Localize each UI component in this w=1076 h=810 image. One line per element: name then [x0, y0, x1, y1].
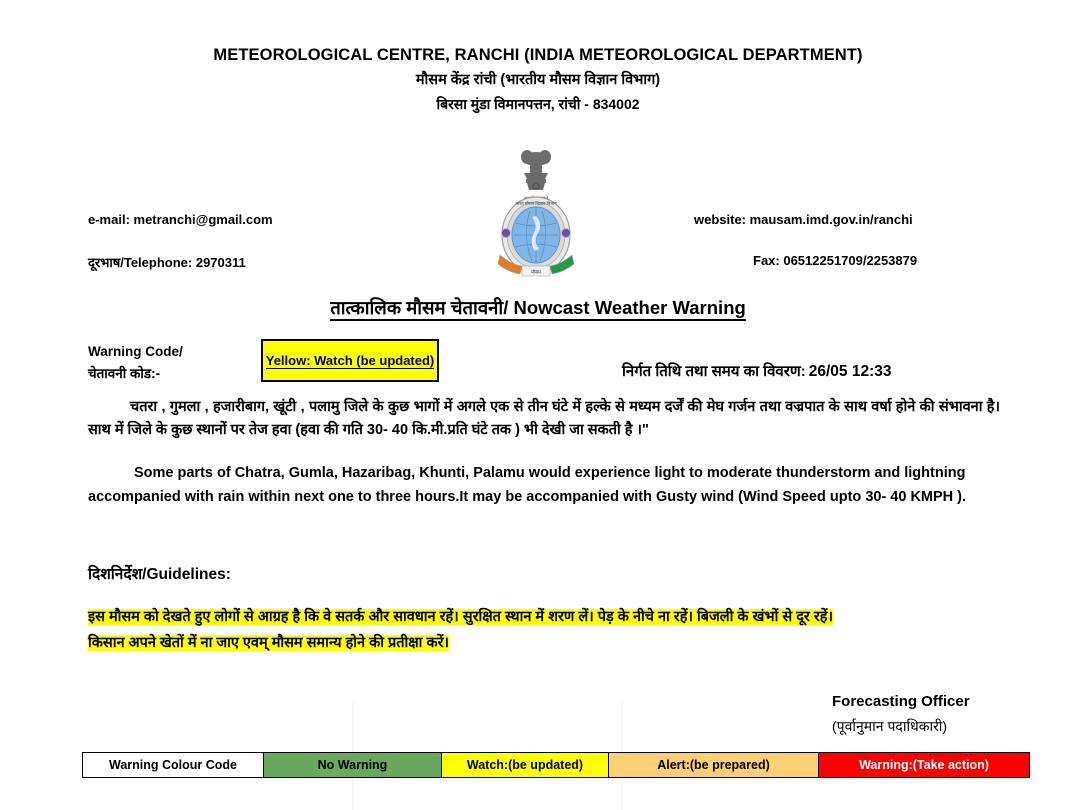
warning-text-english: Some parts of Chatra, Gumla, Hazaribag, Khunti, Palamu would experience light to moderate thunderstorm and lightning accompanied with rain within next one to three hours.It may be accompanied with Gusty wind (Wind Speed upto 30- 40 KMPH ). [88, 465, 967, 505]
guidelines-line-2: किसान अपने खेतों में ना जाए एवम् मौसम समान्य होने की प्रतीक्षा करें। [88, 635, 450, 651]
issue-datetime-value: 26/05 12:33 [808, 363, 892, 380]
warning-code-label [88, 341, 183, 385]
guidelines-line-1: इस मौसम को देखते हुए लोगों से आग्रह है कि वे सतर्क और सावधान रहें। सुरक्षित स्थान में शरण लें। पेड़ के नीचे ना रहें। बिजली के खंभों से दूर रहें। [88, 609, 833, 625]
warning-code-value: Yellow: Watch (be updated) [265, 352, 435, 368]
warning-colour-code-legend [82, 752, 1030, 778]
issue-datetime-label: निर्गत तिथि तथा समय का विवरण: [622, 363, 806, 380]
guidelines-text [88, 604, 1026, 656]
legend-cell-label: Warning:(Take action) [859, 758, 989, 772]
legend-cell-label: Alert:(be prepared) [657, 758, 770, 772]
warning-text-hindi: चतरा , गुमला , हजारीबाग, खूंटी , पलामु जिले के कुछ भागों में अगले एक से तीन घंटे में हल्के से मध्यम दर्जें की मेघ गर्जन तथा वज्रपात के साथ वर्षा होने की संभावना है। साथ में जिले के कुछ स्थानों पर तेज हवा (हवा की गति 30- 40 कि.मी.प्रति घंटे तक ) भी देखी जा सकती है ।" [88, 399, 1000, 438]
legend-cell-label: No Warning [317, 758, 388, 772]
warning-code-label-hindi: चेतावनी कोड:- [88, 366, 161, 381]
issue-datetime [622, 361, 891, 381]
svg-text:भारत मौसम विज्ञान विभाग: भारत मौसम विज्ञान विभाग [515, 201, 557, 206]
contact-telephone: दूरभाष/Telephone: 2970311 [88, 255, 246, 270]
guidelines-heading: दिशनिर्देश/Guidelines: [88, 566, 231, 583]
legend-cell-4 [819, 753, 1029, 777]
signature-subtitle: (पूर्वानुमान पदाधिकारी) [832, 718, 948, 734]
organisation-name-english: METEOROLOGICAL CENTRE, RANCHI (INDIA METEOROLOGICAL DEPARTMENT) [213, 46, 863, 64]
warning-code-label-english: Warning Code/ [88, 344, 183, 359]
legend-cell-0 [83, 753, 264, 777]
organisation-name-hindi: मौसम केंद्र रांची (भारतीय मौसम विज्ञान विभाग) [415, 72, 661, 88]
contact-website: website: mausam.imd.gov.in/ranchi [694, 212, 913, 227]
legend-cell-1 [264, 753, 442, 777]
legend-cell-2 [442, 753, 609, 777]
contact-email: e-mail: metranchi@gmail.com [88, 212, 273, 227]
legend-cell-3 [609, 753, 819, 777]
document-title-text: तात्कालिक मौसम चेतावनी/ Nowcast Weather Warning [330, 297, 746, 321]
document-title [0, 295, 1076, 320]
imd-emblem-icon [486, 143, 586, 278]
warning-code-value-box [261, 339, 439, 382]
contact-fax: Fax: 06512251709/2253879 [753, 253, 918, 268]
legend-cell-label: Watch:(be updated) [466, 758, 584, 772]
organisation-address: बिरसा मुंडा विमानपत्तन, रांची - 834002 [436, 96, 640, 112]
letterhead [0, 44, 1076, 115]
svg-text:मौसम: मौसम [531, 269, 541, 275]
signature-title: Forecasting Officer [832, 693, 970, 710]
legend-cell-label: Warning Colour Code [109, 758, 237, 772]
signature-block [832, 690, 970, 738]
